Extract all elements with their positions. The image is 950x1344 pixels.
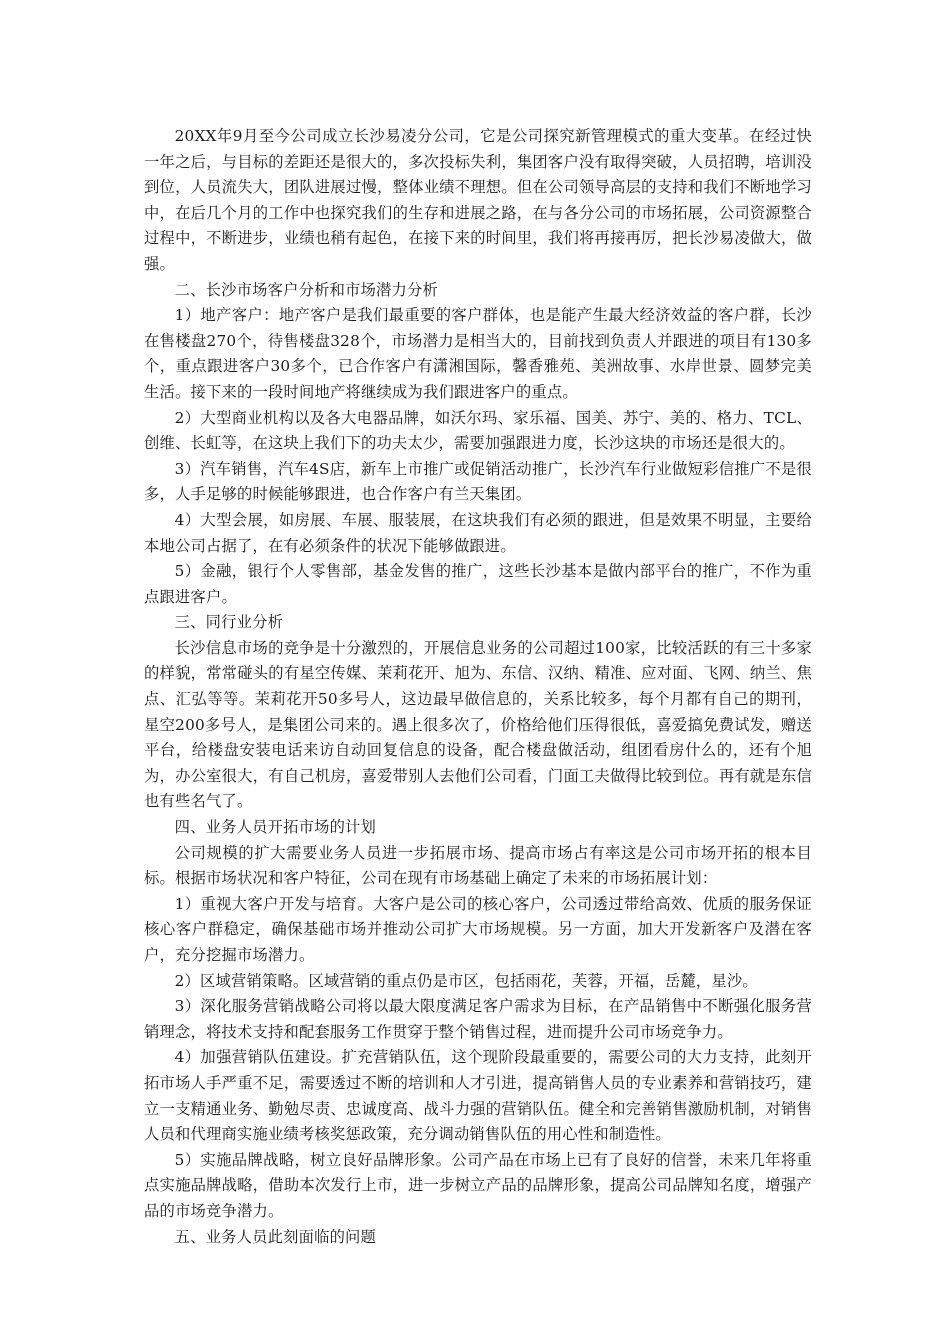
paragraph-exhibitions: 4）大型会展，如房展、车展、服装展，在这块我们有必须的跟进，但是效果不明显，主要给本地公司占据了，在有必须条件的状况下能够做跟进。: [144, 510, 812, 555]
paragraph-finance: 5）金融，银行个人零售部，基金发售的推广，这些长沙基本是做内部平台的推广，不作为重点跟进客户。: [144, 562, 812, 606]
paragraph-team-building: 4）加强营销队伍建设。扩充营销队伍，这个现阶段最重要的，需要公司的大力支持，此刻开拓市场人手严重不足，需要透过不断的培训和人才引进，提高销售人员的专业素养和营销技巧，建立一支精通业务、勤勉尽责、忠诚度高、战斗力强的营销队伍。健全和完善销售激励机制，对销售人员和代理商实施业绩考核奖惩政策，充分调动销售队伍的用心性和制造性。: [144, 1048, 812, 1144]
paragraph-auto-sales: 3）汽车销售，汽车4S店，新车上市推广或促销活动推广，长沙汽车行业做短彩信推广不是很多，人手足够的时候能够跟进，也合作客户有兰天集团。: [144, 459, 812, 504]
intro-paragraph: 20XX年9月至今公司成立长沙易凌分公司，它是公司探究新管理模式的重大变革。在经过快一年之后，与目标的差距还是很大的，多次投标失利，集团客户没有取得突破，人员招聘，培训没到位，人员流失大，团队进展过慢，整体业绩不理想。但在公司领导高层的支持和我们不断地学习中，在后几个月的工作中也探究我们的生存和进展之路，在与各分公司的市场拓展，公司资源整合过程中，不断进步，业绩也稍有起色，在接下来的时间里，我们将再接再厉，把长沙易凌做大，做强。: [144, 127, 812, 273]
section-heading-market-analysis: 二、长沙市场客户分析和市场潜力分析: [174, 280, 439, 299]
section-heading-expansion-plan: 四、业务人员开拓市场的计划: [174, 818, 377, 837]
paragraph-brand-strategy: 5）实施品牌战略，树立良好品牌形象。公司产品在市场上已有了良好的信誉，未来几年将重点实施品牌战略，借助本次发行上市，进一步树立产品的品牌形象，提高公司品牌知名度，增强产品的市场竞争潜力。: [144, 1150, 812, 1220]
paragraph-plan-intro: 公司规模的扩大需要业务人员进一步拓展市场、提高市场占有率这是公司市场开拓的根本目标。根据市场状况和客户特征，公司在现有市场基础上确定了未来的市场拓展计划：: [144, 843, 812, 888]
paragraph-service-marketing: 3）深化服务营销战略公司将以最大限度满足客户需求为目标，在产品销售中不断强化服务营销理念，将技术支持和配套服务工作贯穿于整个销售过程，进而提升公司市场竞争力。: [144, 997, 812, 1041]
document-body: [144, 124, 812, 1250]
section-heading-current-issues: 五、业务人员此刻面临的问题: [174, 1227, 377, 1246]
paragraph-key-accounts: 1）重视大客户开发与培育。大客户是公司的核心客户，公司透过带给高效、优质的服务保证核心客户群稳定，确保基础市场并推动公司扩大市场规模。另一方面，加大开发新客户及潜在客户，充分挖掘市场潜力。: [144, 894, 812, 964]
paragraph-real-estate-clients: 1）地产客户：地产客户是我们最重要的客户群体，也是能产生最大经济效益的客户群，长沙在售楼盘270个，待售楼盘328个，市场潜力是相当大的，目前找到负责人并跟进的项目有130多个，重点跟进客户30多个，已合作客户有潇湘国际，馨香雅苑、美洲故事、水岸世景、圆梦完美生活。接下来的一段时间地产将继续成为我们跟进客户的重点。: [144, 306, 812, 401]
section-heading-competitors: 三、同行业分析: [174, 613, 284, 632]
paragraph-competitor-analysis: 长沙信息市场的竞争是十分激烈的，开展信息业务的公司超过100家，比较活跃的有三十多家的样貌，常常碰头的有星空传媒、茉莉花开、旭为、东信、汉纳、精准、应对面、飞网、纳兰、焦点、汇弘等等。茉莉花开50多号人，这边最早做信息的，关系比较多，每个月都有自己的期刊，星空200多号人，是集团公司来的。遇上很多次了，价格给他们压得很低，喜爱搞免费试发，赠送平台，给楼盘安装电话来访自动回复信息的设备，配合楼盘做活动，组团看房什么的，还有个旭为，办公室很大，有自己机房，喜爱带别人去他们公司看，门面工夫做得比较到位。再有就是东信也有些名气了。: [144, 638, 812, 811]
paragraph-regional-strategy: 2）区域营销策略。区域营销的重点仍是市区，包括雨花，芙蓉，开福，岳麓，星沙。: [174, 971, 758, 990]
paragraph-commercial-clients: 2）大型商业机构以及各大电器品牌，如沃尔玛、家乐福、国美、苏宁、美的、格力、TCL、创维、长虹等，在这块上我们下的功夫太少，需要加强跟进力度，长沙这块的市场还是很大的。: [144, 408, 812, 453]
